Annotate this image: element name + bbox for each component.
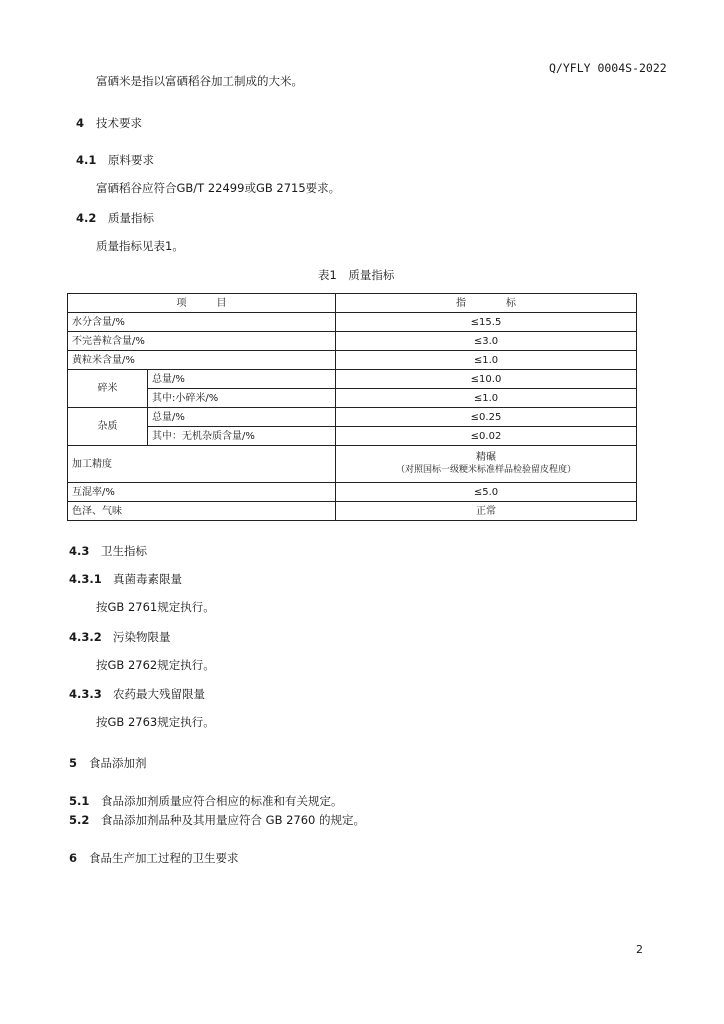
section-5-heading (69, 755, 147, 771)
page-number: 2 (636, 943, 643, 956)
section-text: 食品添加剂质量应符合相应的标准和有关规定。 (101, 794, 343, 808)
row-label: 总量/% (148, 370, 336, 389)
section-4-3-3-heading (69, 686, 205, 702)
row-label: 不完善粒含量/% (68, 332, 336, 351)
row-value: 正常 (336, 502, 637, 521)
section-number: 4 (76, 116, 85, 130)
section-number: 4.2 (76, 211, 97, 225)
row-value: ≤0.02 (336, 427, 637, 446)
header-index: 指 标 (336, 294, 637, 313)
section-4-3-1-text: 按GB 2761规定执行。 (96, 600, 215, 614)
section-4-1-text: 富硒稻谷应符合GB/T 22499或GB 2715要求。 (96, 181, 341, 195)
section-4-3-1-heading (69, 571, 182, 587)
section-number: 6 (69, 851, 78, 865)
row-value: ≤10.0 (336, 370, 637, 389)
section-number: 4.3.1 (69, 572, 102, 586)
table-row (68, 483, 637, 502)
processing-note: （对照国标一级粳米标准样品检验留皮程度） (395, 465, 576, 475)
row-value: ≤5.0 (336, 483, 637, 502)
section-5-1-item (69, 793, 343, 809)
row-label: 水分含量/% (68, 313, 336, 332)
section-4-3-heading (69, 543, 147, 559)
section-title: 原料要求 (108, 153, 154, 167)
table-row (68, 351, 637, 370)
quality-index-table (67, 293, 637, 521)
section-4-3-2-text: 按GB 2762规定执行。 (96, 658, 215, 672)
section-6-heading (69, 850, 239, 866)
section-text: 食品添加剂品种及其用量应符合 GB 2760 的规定。 (101, 813, 366, 827)
section-title: 卫生指标 (101, 544, 147, 558)
section-4-2-text: 质量指标见表1。 (96, 239, 184, 253)
section-title: 质量指标 (108, 211, 154, 225)
row-value: ≤1.0 (336, 389, 637, 408)
section-4-2-heading (76, 210, 154, 226)
processing-value: 精碾 (476, 452, 496, 463)
document-number: Q/YFLY 0004S-2022 (549, 61, 667, 75)
row-value: ≤3.0 (336, 332, 637, 351)
row-value: ≤15.5 (336, 313, 637, 332)
row-label: 互混率/% (68, 483, 336, 502)
intro-paragraph: 富硒米是指以富硒稻谷加工制成的大米。 (96, 74, 303, 88)
table-header-row (68, 294, 637, 313)
table-row (68, 446, 637, 483)
section-number: 5.1 (69, 794, 90, 808)
row-value: ≤0.25 (336, 408, 637, 427)
header-item: 项 目 (68, 294, 336, 313)
table-row (68, 370, 637, 389)
table-caption: 表1 质量指标 (318, 268, 395, 282)
section-5-2-item (69, 812, 365, 828)
section-title: 食品添加剂 (89, 756, 147, 770)
section-title: 农药最大残留限量 (113, 687, 205, 701)
table-row (68, 389, 637, 408)
section-number: 4.3.3 (69, 687, 102, 701)
row-label: 色泽、气味 (68, 502, 336, 521)
row-label: 加工精度 (68, 446, 336, 483)
section-4-3-3-text: 按GB 2763规定执行。 (96, 715, 215, 729)
group-label-impurity: 杂质 (68, 408, 148, 446)
group-label-broken: 碎米 (68, 370, 148, 408)
section-number: 4.3.2 (69, 630, 102, 644)
row-label: 黄粒米含量/% (68, 351, 336, 370)
section-4-1-heading (76, 152, 154, 168)
table-row (68, 427, 637, 446)
table-row (68, 502, 637, 521)
row-value (336, 446, 637, 483)
section-4-3-2-heading (69, 629, 171, 645)
section-title: 技术要求 (96, 116, 142, 130)
section-title: 食品生产加工过程的卫生要求 (89, 851, 239, 865)
row-label: 其中:小碎米/% (148, 389, 336, 408)
row-value: ≤1.0 (336, 351, 637, 370)
table-row (68, 313, 637, 332)
section-title: 真菌毒素限量 (113, 572, 182, 586)
section-title: 污染物限量 (113, 630, 171, 644)
section-4-heading (76, 115, 142, 131)
section-number: 4.3 (69, 544, 90, 558)
table-row (68, 408, 637, 427)
table-row (68, 332, 637, 351)
section-number: 5 (69, 756, 78, 770)
section-number: 5.2 (69, 813, 90, 827)
row-label: 总量/% (148, 408, 336, 427)
row-label: 其中：无机杂质含量/% (148, 427, 336, 446)
section-number: 4.1 (76, 153, 97, 167)
